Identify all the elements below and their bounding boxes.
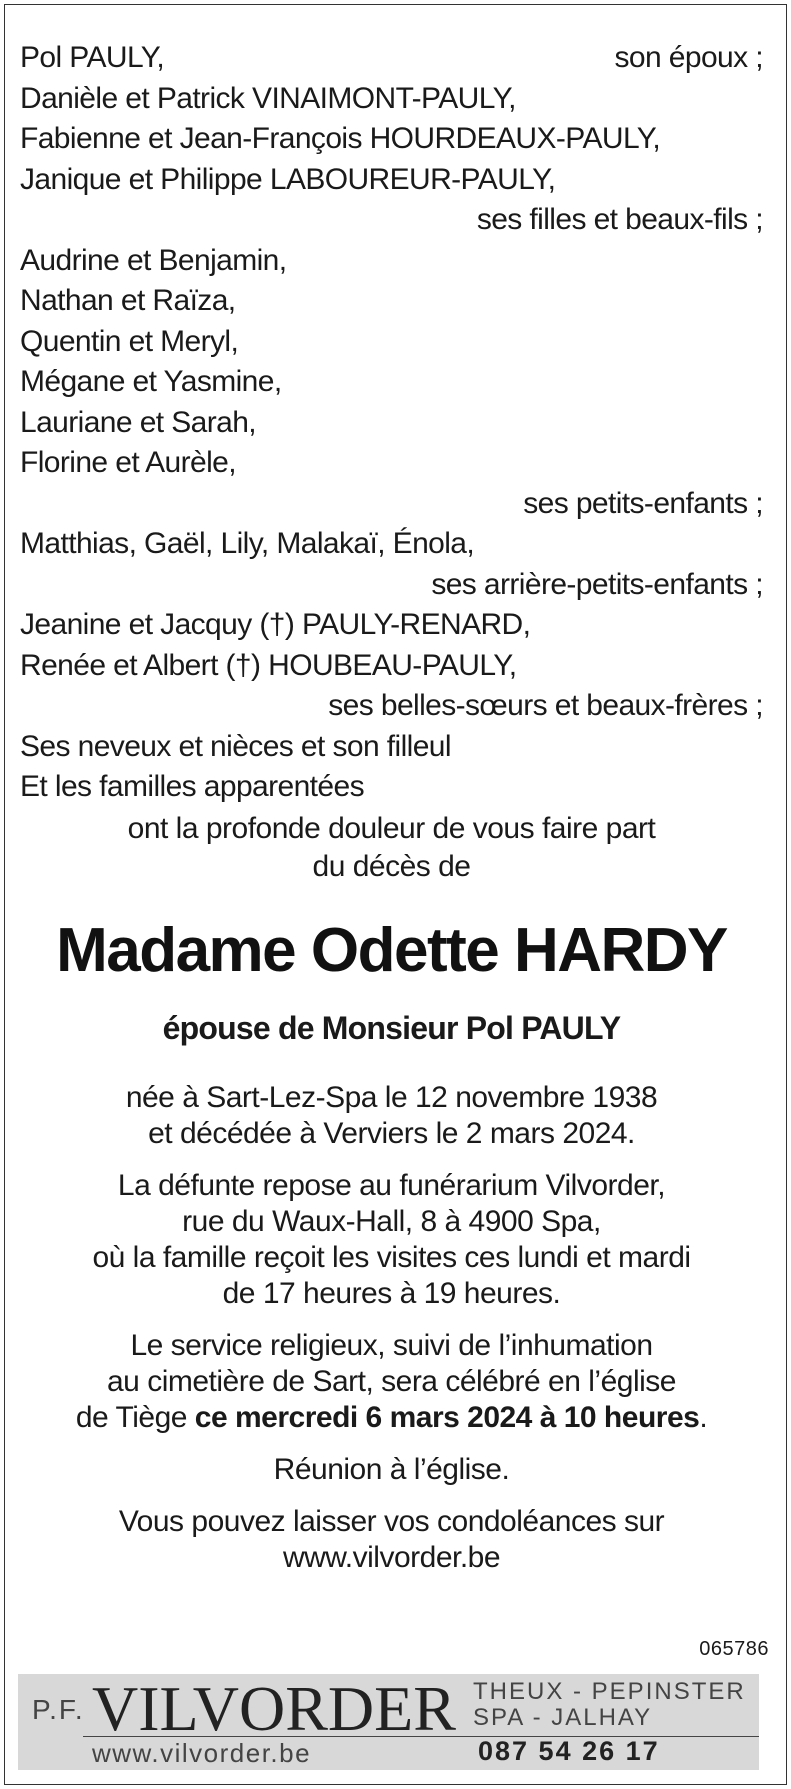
in-law-line: Renée et Albert (†) HOUBEAU-PAULY,: [20, 648, 517, 682]
nephews-line: Ses neveux et nièces et son filleul: [20, 729, 451, 763]
funeral-home-banner: [18, 1674, 759, 1770]
spouse-line: [20, 38, 763, 79]
obituary-content: [20, 38, 763, 1576]
rest-line: où la famille reçoit les visites ces lundi et mardi: [92, 1240, 691, 1274]
service-line: Le service religieux, suivi de l’inhumation: [130, 1328, 653, 1362]
announcement-line: du décès de: [312, 849, 471, 883]
grandchild-line: Nathan et Raïza,: [20, 284, 236, 317]
daughters-role: ses filles et beaux-fils ;: [476, 203, 763, 236]
condolences-line: Vous pouvez laisser vos condoléances sur: [118, 1504, 665, 1538]
death-line: et décédée à Verviers le 2 mars 2024.: [148, 1116, 635, 1150]
great-grandchildren-role: ses arrière-petits-enfants ;: [431, 567, 763, 601]
great-grandchildren-line: Matthias, Gaël, Lily, Malakaï, Énola,: [20, 527, 475, 560]
deceased-subtitle: épouse de Monsieur Pol PAULY: [162, 1009, 621, 1046]
grandchild-line: Audrine et Benjamin,: [20, 243, 287, 277]
meeting-line: Réunion à l’église.: [273, 1452, 510, 1486]
service-line: au cimetière de Sart, sera célébré en l’église: [107, 1364, 676, 1398]
website-link[interactable]: www.vilvorder.be: [92, 1738, 312, 1768]
grandchild-line: Lauriane et Sarah,: [20, 405, 257, 439]
funeral-home-paragraph: [20, 1168, 763, 1312]
deceased-name: Madame Odette HARDY: [56, 915, 727, 985]
service-line: [20, 1400, 763, 1436]
relatives-line: Et les familles apparentées: [20, 770, 364, 803]
service-paragraph: [20, 1328, 763, 1436]
grandchild-line: Mégane et Yasmine,: [20, 365, 282, 398]
rest-line: de 17 heures à 19 heures.: [222, 1276, 561, 1310]
locations-line: SPA - JALHAY: [473, 1704, 653, 1731]
daughter-line: Fabienne et Jean-François HOURDEAUX-PAULY,: [20, 122, 661, 155]
rest-line: La défunte repose au funérarium Vilvorder,: [117, 1168, 666, 1202]
announcement-line: ont la profonde douleur de vous faire part: [127, 811, 656, 845]
spouse-role: son époux ;: [614, 41, 763, 74]
reference-number: 065786: [699, 1638, 769, 1660]
in-law-line: Jeanine et Jacquy (†) PAULY-RENARD,: [20, 608, 531, 641]
brand-logo: VILVORDER: [92, 1673, 456, 1744]
announcement: [20, 810, 763, 886]
rest-line: rue du Waux-Hall, 8 à 4900 Spa,: [182, 1204, 601, 1238]
service-date: ce mercredi 6 mars 2024 à 10 heures: [194, 1400, 700, 1434]
grandchild-line: Quentin et Meryl,: [20, 324, 239, 358]
service-text: de Tiège: [75, 1400, 195, 1434]
locations-line: THEUX - PEPINSTER: [473, 1678, 746, 1705]
spouse-name: Pol PAULY,: [20, 41, 165, 74]
phone-number: 087 54 26 17: [478, 1736, 660, 1766]
pf-label: P.F.: [32, 1694, 85, 1725]
condolences-paragraph: [20, 1504, 763, 1576]
in-laws-role: ses belles-sœurs et beaux-frères ;: [328, 689, 763, 722]
service-period: .: [699, 1400, 708, 1434]
grandchildren-role: ses petits-enfants ;: [523, 486, 763, 520]
grandchild-line: Florine et Aurèle,: [20, 446, 236, 479]
condolences-url: www.vilvorder.be: [282, 1540, 501, 1574]
daughter-line: Janique et Philippe LABOUREUR-PAULY,: [20, 162, 556, 196]
dates-paragraph: [20, 1080, 763, 1152]
birth-line: née à Sart-Lez-Spa le 12 novembre 1938: [125, 1080, 658, 1114]
daughter-line: Danièle et Patrick VINAIMONT-PAULY,: [20, 81, 516, 115]
